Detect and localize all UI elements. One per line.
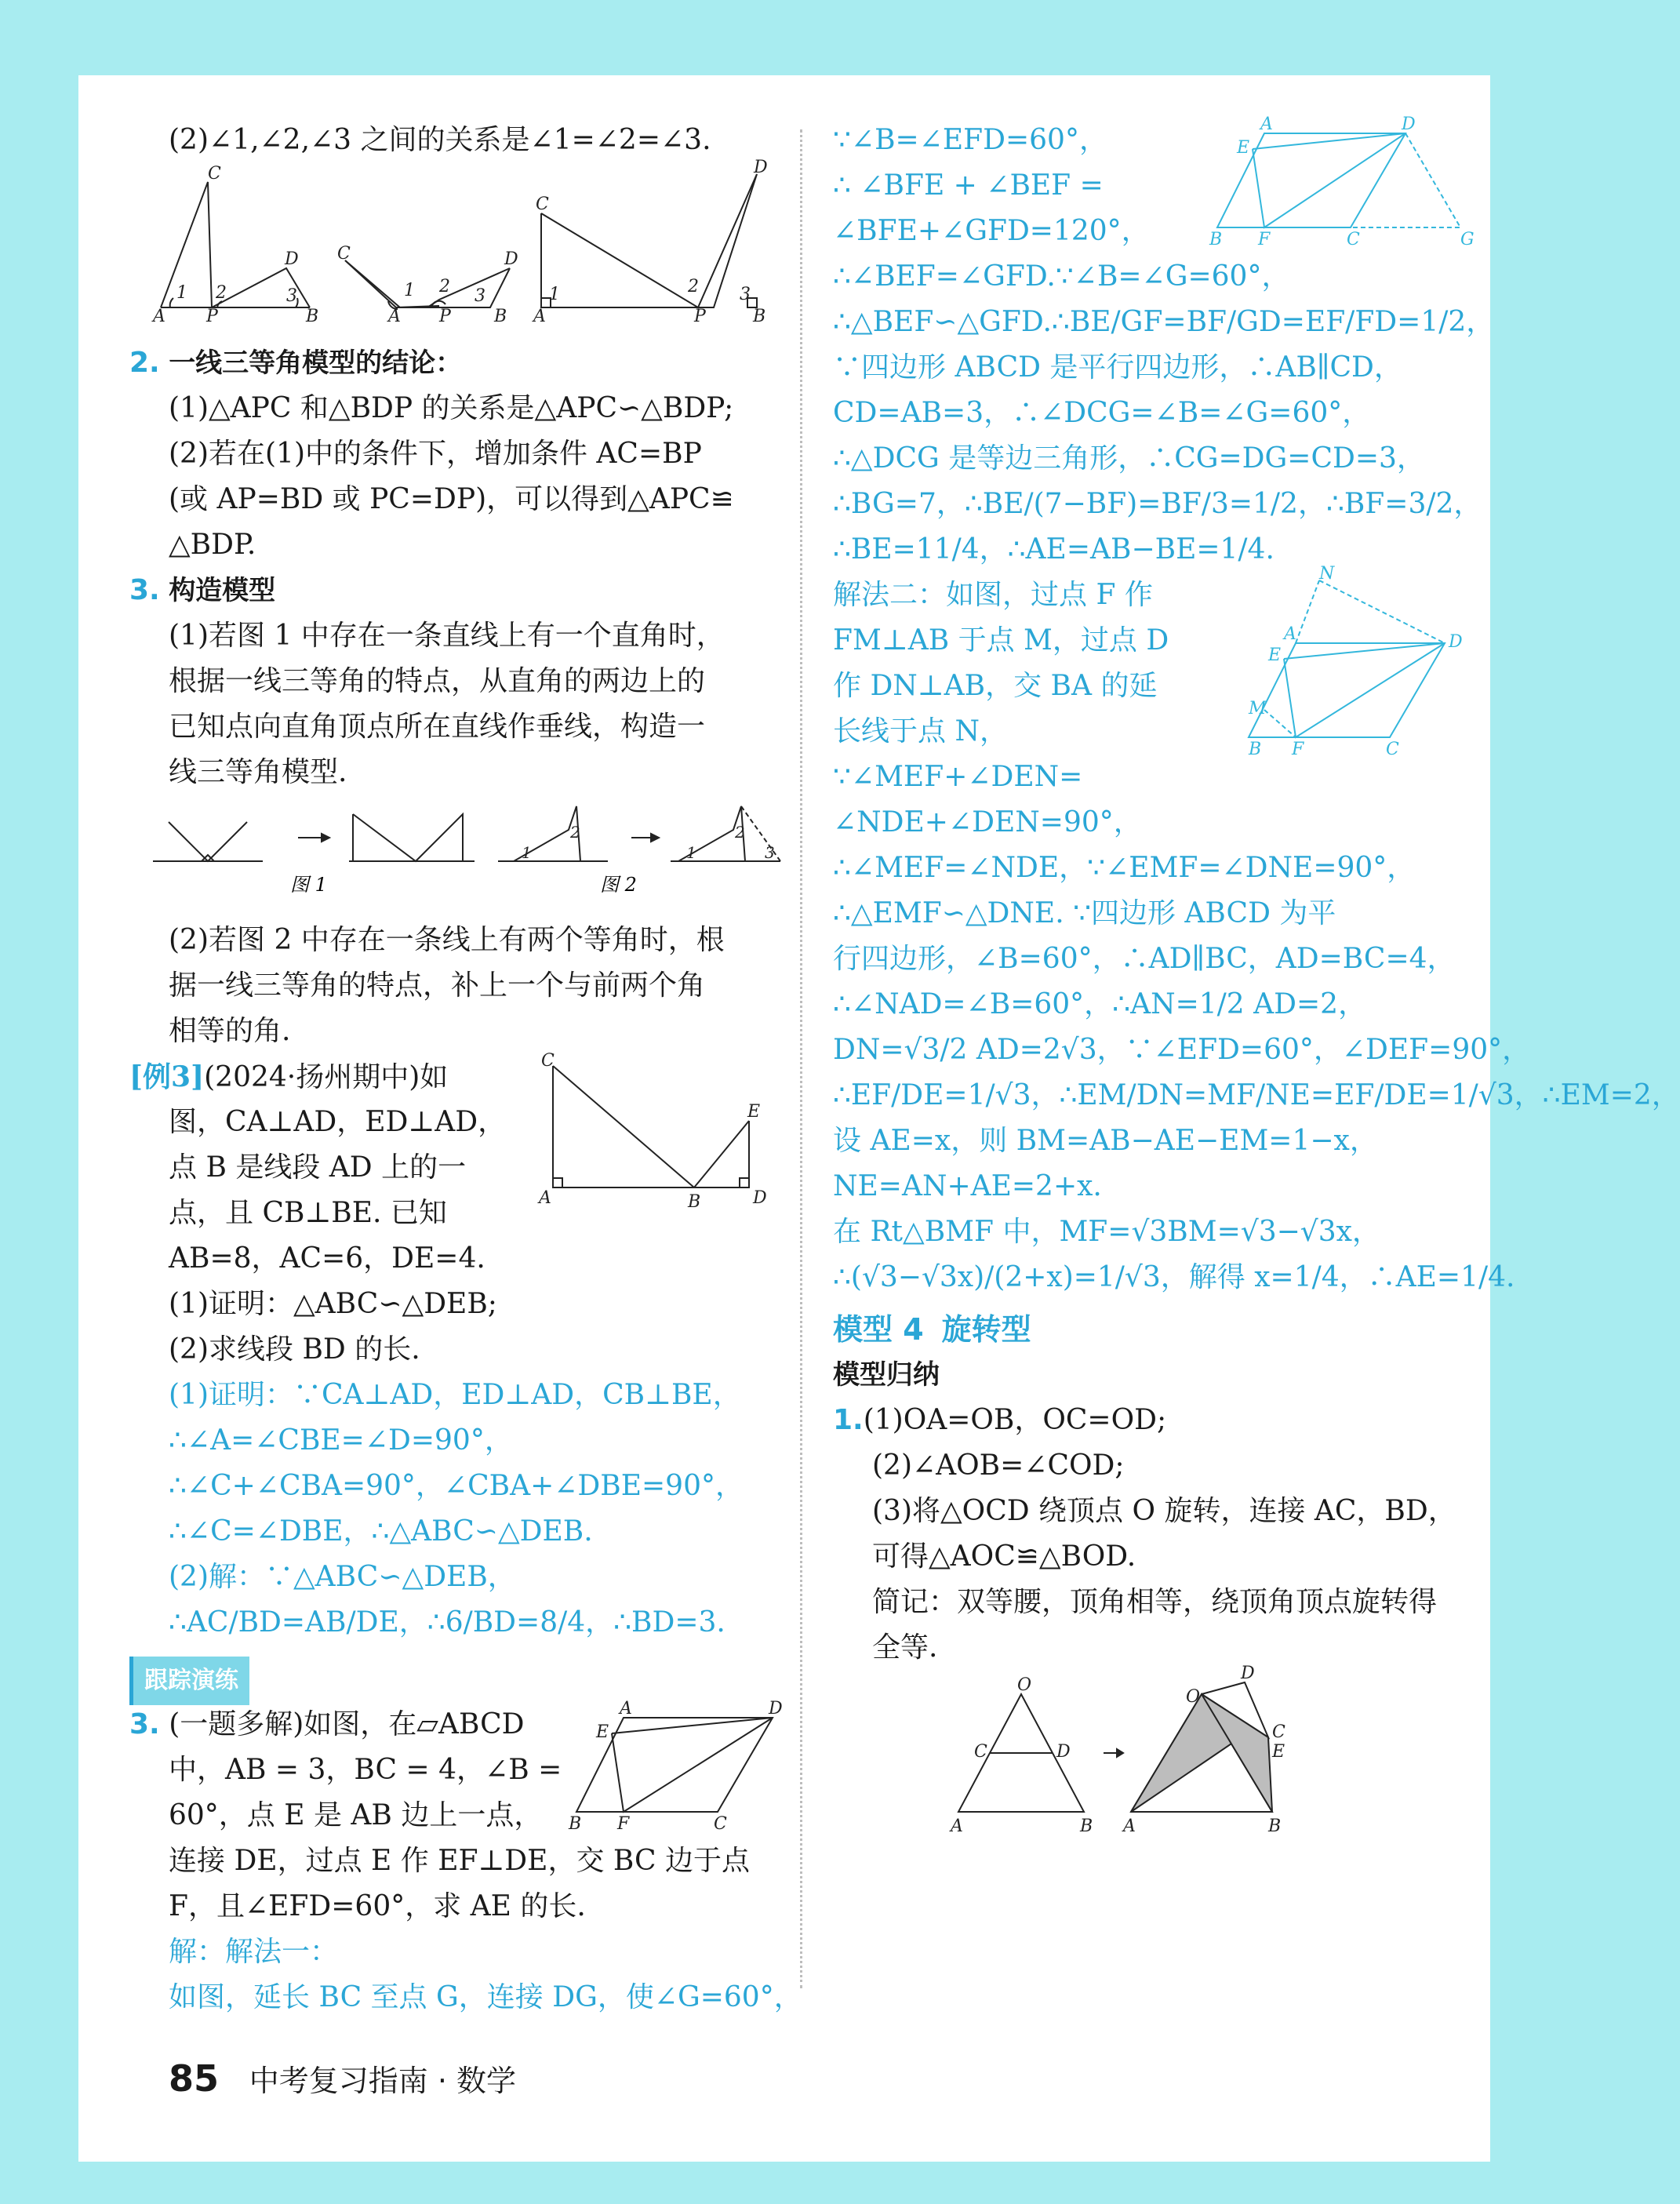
item-number: 2. [129, 347, 160, 379]
figure-caption: 图 2 [600, 874, 637, 896]
text-line: (2)∠1,∠2,∠3 之间的关系是∠1=∠2=∠3. [169, 124, 711, 156]
track-practice-badge: 跟踪演练 [129, 1657, 249, 1705]
text-line: 点，且 CB⊥BE. 已知 [169, 1197, 447, 1229]
model-name: 旋转型 [941, 1312, 1031, 1347]
svg-text:D: D [1241, 1664, 1255, 1683]
solution-line: ∴BE=11/4，∴AE=AB−BE=1/4. [833, 533, 1275, 566]
svg-text:O: O [1186, 1687, 1201, 1707]
text-line: (3)将△OCD 绕顶点 O 旋转，连接 AC，BD， [872, 1495, 1456, 1527]
svg-text:1: 1 [686, 843, 696, 862]
figure-solution1 [1209, 115, 1476, 251]
solution-line: ∴EF/DE=1/√3，∴EM/DN=MF/NE=EF/DE=1/√3，∴EM=2， [833, 1079, 1680, 1111]
solution-line: ∵∠MEF+∠DEN= [833, 761, 1083, 793]
text-line: (或 AP=BD 或 PC=DP)，可以得到△APC≌ [169, 483, 734, 515]
svg-text:B: B [688, 1192, 701, 1212]
text-line: (1)OA=OB，OC=OD; [863, 1404, 1167, 1436]
solution-line: 在 Rt△BMF 中，MF=√3BM=√3−√3x， [833, 1216, 1380, 1248]
svg-text:C: C [714, 1814, 727, 1834]
svg-text:P: P [206, 307, 218, 326]
text-line: 图，CA⊥AD，ED⊥AD， [169, 1106, 507, 1138]
solution-line: ∴△DCG 是等边三角形，∴CG=DG=CD=3， [833, 442, 1425, 475]
figure-three-equal-angles [129, 158, 780, 326]
svg-text:3: 3 [475, 286, 485, 306]
example-source: (2024·扬州期中)如 [204, 1061, 449, 1093]
svg-text:B: B [494, 307, 507, 326]
solution-line: (1)证明：∵CA⊥AD，ED⊥AD，CB⊥BE， [169, 1379, 741, 1411]
svg-text:A: A [1260, 115, 1273, 134]
page-number: 85 [169, 2057, 220, 2100]
svg-text:B: B [1209, 230, 1223, 249]
svg-text:3: 3 [286, 286, 297, 306]
solution-line: ∴∠NAD=∠B=60°，∴AN=1/2 AD=2， [833, 988, 1367, 1020]
text-line: (一题多解)如图，在▱ABCD [169, 1708, 525, 1740]
solution-line: ∴∠MEF=∠NDE，∵∠EMF=∠DNE=90°， [833, 852, 1416, 884]
figure-parallelogram [569, 1699, 783, 1835]
svg-text:E: E [596, 1722, 609, 1742]
svg-text:D: D [504, 249, 518, 269]
solution-line: ∴(√3−√3x)/(2+x)=1/√3，解得 x=1/4，∴AE=1/4. [833, 1261, 1515, 1293]
solution-line: CD=AB=3，∴∠DCG=∠B=∠G=60°， [833, 397, 1371, 429]
svg-text:E: E [1237, 138, 1250, 158]
svg-text:B: B [569, 1814, 582, 1834]
svg-text:A: A [1284, 624, 1296, 644]
item-heading: 一线三等角模型的结论： [169, 347, 463, 379]
svg-text:A: A [533, 307, 546, 326]
svg-text:C: C [974, 1742, 987, 1762]
solution-line: ∴△BEF∽△GFD.∴BE/GF=BF/GD=EF/FD=1/2， [833, 306, 1495, 338]
svg-text:C: C [208, 164, 221, 184]
solution-line: ∴ ∠BFE + ∠BEF = [833, 169, 1104, 202]
text-line: 线三等角模型. [169, 756, 347, 788]
svg-text:1: 1 [549, 285, 560, 304]
svg-text:F: F [1292, 740, 1304, 759]
solution-line: 行四边形，∠B=60°，∴AD∥BC，AD=BC=4， [833, 943, 1456, 975]
item-number: 3. [129, 1708, 160, 1740]
text-line: 连接 DE，过点 E 作 EF⊥DE，交 BC 边于点 [169, 1845, 751, 1877]
svg-text:C: C [541, 1051, 555, 1071]
svg-text:B: B [1268, 1817, 1282, 1836]
svg-text:2: 2 [735, 823, 745, 842]
text-line: 据一线三等角的特点，补上一个与前两个角 [169, 969, 706, 1002]
solution-line: 设 AE=x，则 BM=AB−AE−EM=1−x， [833, 1125, 1378, 1157]
right-column [833, 115, 1680, 1853]
text-line: 已知点向直角顶点所在直线作垂线，构造一 [169, 711, 706, 743]
svg-text:C: C [1347, 230, 1360, 249]
svg-text:C: C [536, 195, 549, 214]
item-number: 3. [129, 574, 160, 606]
book-title: 中考复习指南 · 数学 [249, 2064, 516, 2098]
solution-line: ∴∠C=∠DBE，∴△ABC∽△DEB. [169, 1515, 593, 1548]
figure-rotation-model [833, 1664, 1484, 1836]
svg-text:D: D [285, 249, 299, 269]
text-line: (2)∠AOB=∠COD; [872, 1449, 1125, 1482]
text-line: (1)△APC 和△BDP 的关系是△APC∽△BDP; [169, 392, 734, 424]
solution-line: ∵∠B=∠EFD=60°， [833, 124, 1107, 156]
svg-text:C: C [1386, 740, 1399, 759]
svg-text:D: D [753, 1188, 767, 1208]
solution-line: ∴∠A=∠CBE=∠D=90°， [169, 1424, 513, 1457]
solution-line: ∴∠BEF=∠GFD.∵∠B=∠G=60°， [833, 260, 1290, 293]
svg-text:B: B [753, 307, 766, 326]
solution-line: ∵四边形 ABCD 是平行四边形，∴AB∥CD， [833, 351, 1402, 384]
solution-line: 解法二：如图，过点 F 作 [833, 579, 1153, 611]
solution-line: ∠BFE+∠GFD=120°， [833, 215, 1150, 247]
text-line: (1)若图 1 中存在一条直线上有一个直角时， [169, 620, 725, 652]
solution-line: 长线于点 N， [833, 715, 1008, 747]
solution-line: 作 DN⊥AB，交 BA 的延 [833, 670, 1158, 702]
model-label: 模型 4 [833, 1312, 924, 1347]
svg-text:G: G [1460, 230, 1475, 249]
text-line: 60°，点 E 是 AB 边上一点， [169, 1799, 543, 1831]
figure-solution2 [1249, 564, 1476, 761]
example-tag: [例3] [129, 1060, 205, 1093]
text-line: 可得△AOC≌△BOD. [872, 1540, 1136, 1573]
item-number: 1. [833, 1404, 864, 1436]
text-line: F，且∠EFD=60°，求 AE 的长. [169, 1890, 586, 1922]
text-line: 中，AB = 3，BC = 4，∠B = [169, 1754, 562, 1786]
svg-text:P: P [439, 307, 451, 326]
svg-text:A: A [951, 1817, 963, 1836]
svg-text:E: E [1268, 646, 1282, 665]
text-line: (2)若在(1)中的条件下，增加条件 AC=BP [169, 438, 702, 470]
svg-text:1: 1 [522, 843, 532, 862]
svg-text:3: 3 [765, 843, 775, 862]
svg-text:2: 2 [688, 277, 699, 296]
svg-text:B: B [1080, 1817, 1093, 1836]
svg-text:E: E [747, 1102, 761, 1122]
svg-text:O: O [1017, 1675, 1032, 1695]
item-heading: 构造模型 [169, 575, 276, 606]
svg-text:A: A [153, 307, 165, 326]
svg-text:D: D [1056, 1742, 1071, 1762]
svg-text:F: F [1258, 230, 1271, 249]
figure-caption: 图 1 [290, 874, 327, 896]
solution-line: ∴BG=7，∴BE/(7−BF)=BF/3=1/2，∴BF=3/2， [833, 488, 1482, 520]
page-footer [169, 2057, 516, 2100]
solution-line: ∴∠C+∠CBA=90°，∠CBA+∠DBE=90°， [169, 1470, 744, 1502]
solution-line: (2)解：∵△ABC∽△DEB， [169, 1561, 516, 1593]
svg-text:C: C [1272, 1722, 1285, 1742]
svg-text:1: 1 [404, 281, 415, 300]
column-divider [800, 129, 802, 1988]
svg-text:A: A [1123, 1817, 1136, 1836]
solution-line: NE=AN+AE=2+x. [833, 1170, 1102, 1202]
svg-text:M: M [1249, 699, 1267, 718]
solution-line: ∴△EMF∽△DNE. ∵四边形 ABCD 为平 [833, 897, 1336, 929]
text-line: 相等的角. [169, 1015, 291, 1047]
svg-text:D: D [1402, 115, 1416, 134]
solution-line: 解：解法一： [169, 1936, 339, 1968]
summary-heading: 模型归纳 [833, 1359, 940, 1391]
svg-text:F: F [617, 1814, 630, 1834]
text-line: 根据一线三等角的特点，从直角的两边上的 [169, 665, 706, 697]
svg-text:C: C [337, 244, 351, 264]
text-line: (2)若图 2 中存在一条线上有两个等角时，根 [169, 924, 725, 956]
solution-line: DN=√3/2 AD=2√3，∵∠EFD=60°，∠DEF=90°， [833, 1034, 1531, 1066]
svg-text:P: P [694, 307, 706, 326]
text-line: 全等. [872, 1631, 938, 1664]
text-line: (2)求线段 BD 的长. [169, 1333, 420, 1366]
text-line: (1)证明：△ABC∽△DEB; [169, 1288, 497, 1320]
svg-text:A: A [388, 307, 401, 326]
text-line: 点 B 是线段 AD 上的一 [169, 1151, 467, 1184]
text-line: △BDP. [169, 529, 256, 561]
svg-text:3: 3 [740, 285, 751, 304]
solution-line: ∴AC/BD=AB/DE，∴6/BD=8/4，∴BD=3. [169, 1606, 725, 1638]
svg-text:D: D [769, 1699, 783, 1718]
svg-text:A: A [539, 1188, 551, 1208]
svg-text:A: A [620, 1699, 632, 1718]
figure-example3 [537, 1051, 773, 1212]
svg-text:2: 2 [439, 277, 450, 296]
text-line: AB=8，AC=6，DE=4. [169, 1242, 485, 1275]
solution-line: FM⊥AB 于点 M，过点 D [833, 624, 1169, 656]
solution-line: 如图，延长 BC 至点 G，连接 DG，使∠G=60°， [169, 1981, 802, 2013]
left-column [129, 118, 802, 2020]
svg-text:1: 1 [176, 283, 187, 303]
svg-text:2: 2 [570, 823, 580, 842]
svg-text:B: B [1249, 740, 1262, 759]
svg-text:N: N [1319, 564, 1335, 584]
figure-construct-models [129, 798, 780, 900]
svg-text:D: D [754, 158, 768, 177]
svg-text:D: D [1449, 632, 1463, 652]
svg-text:2: 2 [216, 283, 227, 303]
solution-line: ∠NDE+∠DEN=90°， [833, 806, 1142, 838]
svg-text:B: B [306, 307, 319, 326]
svg-text:E: E [1272, 1742, 1285, 1762]
text-line: 简记：双等腰，顶角相等，绕顶角顶点旋转得 [872, 1586, 1438, 1618]
